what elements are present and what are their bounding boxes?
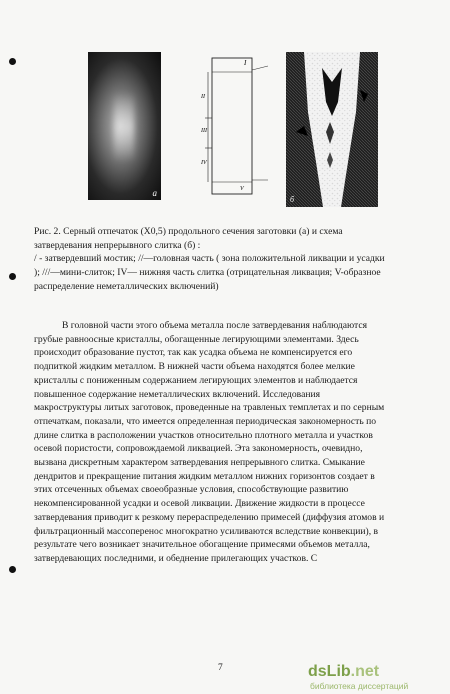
scheme-label-IV: IV [201,160,207,166]
caption-line: / - затвердевший мостик; //—головная часть ( зона положительной ликвации и усадки [34,253,385,265]
solidification-diagram-photo [286,52,378,207]
paragraph-line: затвердевающих последними, и обеднение прилегающих участков. С [34,552,318,564]
paragraph-line: подпиткой жидким металлом. В нижней части объема находятся более мелкие [34,361,355,373]
scheme-label-III: III [201,128,207,134]
dslib-watermark[interactable] [308,663,440,691]
body-paragraph [34,319,384,566]
paragraph-line: отпечаткам, показали, что имеется определенная периодическая закономерность по [34,415,377,427]
scheme-label-V: V [240,186,244,192]
scheme-label-I: I [244,59,247,67]
binder-hole-top [9,58,16,65]
caption-line: затвердевания непрерывного слитка (б) : [34,239,201,251]
figure-label-b: б [290,195,295,204]
paragraph-line: повышенное содержание неметаллических включений. Исследования [34,388,321,400]
caption-line: Рис. 2. Серный отпечаток (Х0,5) продольного сечения заготовки (а) и схема [34,226,343,237]
watermark-subtitle: библиотека диссертаций [310,681,409,691]
paragraph-line: происходит образование пустот, так как усадка объема не компенсируется его [34,347,353,359]
paragraph-line: некомпенсированной усадки и осевой ликвации. Движение жидкости в процессе [34,498,365,510]
ingot-structure-drawing [286,52,378,207]
figure-caption [34,225,385,294]
figure-2 [88,52,378,212]
sulfur-print-photo [88,52,161,200]
paragraph-line: затвердевания приводит к резкому перераспределению примесей (диффузия атомов и [34,511,385,523]
paragraph-line: этих отсеченных объемах своеобразные условия, способствующие развитию [34,484,349,496]
paragraph-first-line: В головной части этого объема металла после затвердевания наблюдаются [62,320,368,331]
paragraph-line: грубые равноосные кристаллы, обогащенные легирующими элементами. Здесь [34,333,359,345]
binder-hole-middle [9,273,16,280]
binder-hole-bottom [9,566,16,573]
paragraph-line: результате чего возникает значительное обогащение примесями объемов металла, [34,539,370,551]
paragraph-line: кристаллы с пониженным содержанием легирующих элементов и наблюдается [34,374,358,386]
paragraph-line: длине слитка в расположении участков относительно плотного металла и участков [34,429,373,441]
paragraph-line: дендритов и прекращение питания жидким металлом нижних горизонтов создает в [34,470,375,482]
paragraph-line: осевой пористости, сопровождаемой ликвацией. Эта закономерность, очевидно, [34,443,363,455]
page-number: 7 [218,663,223,673]
scheme-label-II: II [201,94,205,100]
dslib-logo [308,663,379,681]
paragraph-line: фильтрационный массоперенос многократно усиливаются вследствие конвекции), в [34,525,379,537]
logo-tld: .net [350,663,380,680]
caption-line: распределение неметаллических включений) [34,280,219,292]
caption-line: ); ///—мини-слиток; IV— нижняя часть слитка (отрицательная ликвация; V-образное [34,267,381,279]
solidification-scheme [200,52,270,202]
paragraph-line: макроструктуры литых заготовок, проведенные на травленых темплетах и по серным [34,402,385,414]
paragraph-line: вызвана дискретным характером затвердевания непрерывного слитка. Смыкание [34,457,365,469]
figure-label-a: а [152,188,157,198]
logo-main: dsLib [308,663,351,680]
